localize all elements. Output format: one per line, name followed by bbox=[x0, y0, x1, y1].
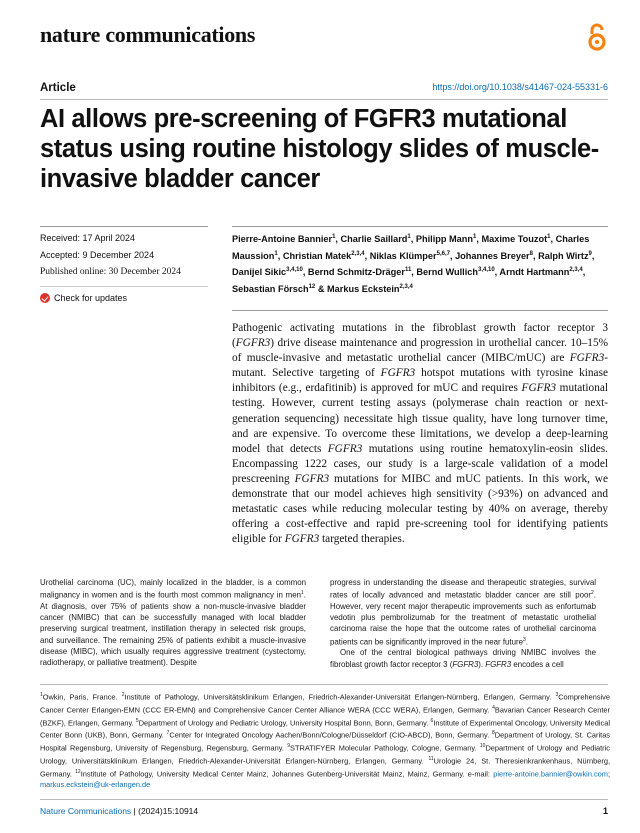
gene-name: FGFR3 bbox=[380, 367, 416, 380]
footer-volume: | (2024)15:10914 bbox=[131, 806, 199, 816]
body-paragraph: Urothelial carcinoma (UC), mainly localized in the bladder, is a common malignancy in women and is the fourth most common malignancy in men$^1$. At diagnosis, over 75% of patients show a non-muscle-invasive bladder cancer (NMIBC) that can be successfully managed with local bladder preserving surgical treatment, instillation therapy in selected risk groups, and surveillance. The remaining 25% of patients exhibit a muscle-invasive disease (MIBC), which usually requires aggressive treatment (cystectomy, radiotherapy, or palliative treatment). Despite bbox=[40, 578, 306, 668]
superscript: 5 bbox=[135, 717, 139, 724]
dates-block bbox=[40, 233, 208, 284]
superscript: 12 bbox=[308, 283, 316, 290]
superscript: 11 bbox=[404, 267, 412, 274]
article-title: AI allows pre-screening of FGFR3 mutational status using routine histology slides of muscle-invasive bladder cancer bbox=[40, 105, 599, 193]
superscript: 8 bbox=[492, 730, 495, 737]
gene-name: FGFR3 bbox=[294, 472, 330, 485]
affiliations: $^1$Owkin, Paris, France. $^2$Institute of Pathology, Universitätsklinikum Erlangen, Friedrich-Alexander-Universität Erlangen-Nürnberg, Erlangen, Germany. $^3$Comprehensive Cancer Center Erlangen-EMN (CCC ER-EMN) and Comprehensive Cancer Center Alliance WERA (CCC WERA), Erlangen, Germany. $^4$Bavarian Cancer Research Center (BZKF), Erlangen, Germany. $^5$Department of Urology and Pediatric Urology, University Hospital Bonn, Bonn, Germany. $^6$Institute of Experimental Oncology, University Medical Center Bonn (UKB), Bonn, Germany. $^7$Center for Integrated Oncology Aachen/Bonn/Cologne/Düsseldorf (CIO-ABCD), Bonn, Germany. $^8$Department of Urology, St. Caritas Hospital Regensburg, University of Regensburg, Regensburg, Germany. $^9$STRATIFYER Molecular Pathology, Cologne, Germany. $^{10}$Department of Urology and Pediatric Urology, Universitätsklinikum Erlangen, Friedrich-Alexander-Universität Erlangen-Nürnberg, Erlangen, Germany. $^{11}$Urologie 24, St. Theresienkrankenhaus, Nürnberg, Germany. $^{12}$Institute of Pathology, University Medical Center Mainz, Johannes Gutenberg-Universität Mainz, Mainz, Germany. e-mail: pierre-antoine.bannier@owkin.com; markus.eckstein@uk-erlangen.de bbox=[40, 692, 611, 790]
divider bbox=[232, 226, 608, 227]
divider bbox=[40, 684, 608, 685]
superscript: 3 bbox=[523, 636, 526, 643]
superscript: 11 bbox=[428, 755, 434, 762]
divider bbox=[40, 99, 608, 100]
divider bbox=[40, 286, 208, 287]
email-link[interactable]: markus.eckstein@uk-erlangen.de bbox=[40, 780, 151, 790]
superscript: 1 bbox=[407, 234, 411, 240]
superscript: 3 bbox=[555, 692, 559, 698]
accepted-date: Accepted: 9 December 2024 bbox=[40, 250, 155, 260]
email-link[interactable]: pierre-antoine.bannier@owkin.com bbox=[493, 769, 608, 779]
gene-name: FGFR3 bbox=[327, 442, 363, 455]
superscript: 1 bbox=[473, 234, 477, 240]
gene-name: FGFR3 bbox=[485, 659, 512, 669]
check-updates-label: Check for updates bbox=[54, 293, 128, 303]
superscript: 10 bbox=[479, 743, 486, 750]
superscript: 9 bbox=[287, 743, 291, 750]
received-date: Received: 17 April 2024 bbox=[40, 233, 136, 243]
footer-journal: Nature Communications bbox=[40, 806, 132, 816]
published-date: Published online: 30 December 2024 bbox=[40, 267, 181, 277]
superscript: 3,4,10 bbox=[477, 267, 495, 274]
superscript: 1 bbox=[547, 234, 551, 240]
divider bbox=[232, 310, 608, 311]
footer-citation bbox=[40, 806, 198, 816]
superscript: 1 bbox=[301, 590, 304, 597]
superscript: 1 bbox=[40, 692, 43, 698]
superscript: 2 bbox=[591, 590, 594, 597]
superscript: 7 bbox=[166, 730, 170, 737]
gene-name: FGFR3 bbox=[235, 337, 271, 350]
superscript: 2,3,4 bbox=[399, 283, 413, 290]
superscript: 6 bbox=[430, 717, 434, 724]
superscript: 2,3,4 bbox=[569, 267, 583, 274]
gene-name: FGFR3 bbox=[284, 533, 320, 546]
gene-name: FGFR3 bbox=[452, 659, 479, 669]
superscript: 4 bbox=[492, 704, 495, 711]
article-type: Article bbox=[40, 82, 76, 94]
author-list: Pierre-Antoine Bannier$^1$, Charlie Saillard$^1$, Philipp Mann$^1$, Maxime Touzot$^1$, Charles Maussion$^1$, Christian Matek$^{2,3,4}$, Niklas Klümper$^{5,6,7}$, Johannes Breyer$^8$, Ralph Wirtz$^9$, Danijel Sikic$^{3,4,10}$, Bernd Schmitz-Dräger$^{11}$, Bernd Wullich$^{3,4,10}$, Arndt Hartmann$^{2,3,4}$, Sebastian Försch$^{12}$ & Markus Eckstein$^{2,3,4}$ bbox=[232, 234, 595, 295]
abstract: Pathogenic activating mutations in the fibroblast growth factor receptor 3 (FGFR3) drive disease maintenance and progression in urothelial cancer. 10–15% of muscle-invasive and metastatic urothelial cancer (MIBC/mUC) are FGFR3-mutant. Selective targeting of FGFR3 hotspot mutations with tyrosine kinase inhibitors (e.g., erdafitinib) is approved for mUC and requires FGFR3 mutational testing. However, current testing assays (polymerase chain reaction or next-generation sequencing) necessitate high tissue quality, have long turnover time, and are expensive. To overcome these limitations, we develop a deep-learning model that detects FGFR3 mutations using routine hematoxylin-eosin slides. Encompassing 1222 cases, our study is a large-scale validation of a model prescreening FGFR3 mutations for MIBC and mUC patients. In this work, we demonstrate that our model achieves high sensitivity (>93%) on advanced and metastatic cases while reducing molecular testing by 40% on average, thereby offering a cost-effective and rapid pre-screening tool for identifying patients eligible for FGFR3 targeted therapies. bbox=[232, 322, 609, 546]
page-number: 1 bbox=[602, 806, 608, 816]
superscript: 2,3,4 bbox=[351, 250, 365, 257]
superscript: 12 bbox=[75, 768, 81, 775]
superscript: 3,4,10 bbox=[286, 267, 303, 274]
divider bbox=[40, 226, 208, 227]
open-access-icon bbox=[587, 22, 607, 52]
superscript: 1 bbox=[274, 250, 278, 257]
gene-name: FGFR3 bbox=[521, 382, 557, 395]
body-paragraph: progress in understanding the disease and therapeutic strategies, survival rates of locally advanced and metastatic bladder cancer are still poor$^2$. However, very recent major therapeutic improvements such as enfortumab vedotin plus pembrolizumab for the treatment of metastatic urothelial carcinoma raise the hope that the outcome rates of urothelial carcinoma patients can be significantly improved in the near future$^3$. bbox=[330, 578, 596, 647]
superscript: 9 bbox=[588, 250, 592, 257]
body-column-right bbox=[330, 577, 596, 670]
superscript: 2 bbox=[121, 692, 125, 698]
divider bbox=[40, 799, 608, 800]
body-column-left bbox=[40, 577, 306, 668]
doi-link[interactable]: https://doi.org/10.1038/s41467-024-55331-6 bbox=[432, 82, 608, 92]
superscript: 1 bbox=[332, 234, 336, 240]
superscript: 5,6,7 bbox=[436, 250, 450, 257]
superscript: 8 bbox=[529, 250, 533, 257]
check-for-updates-button[interactable] bbox=[40, 293, 127, 303]
journal-name: nature communications bbox=[40, 22, 256, 47]
gene-name: FGFR3 bbox=[569, 352, 605, 365]
check-updates-icon bbox=[40, 293, 50, 303]
body-paragraph: One of the central biological pathways driving NMIBC involves the fibroblast growth factor receptor 3 (FGFR3). FGFR3 encodes a cell bbox=[330, 648, 596, 669]
